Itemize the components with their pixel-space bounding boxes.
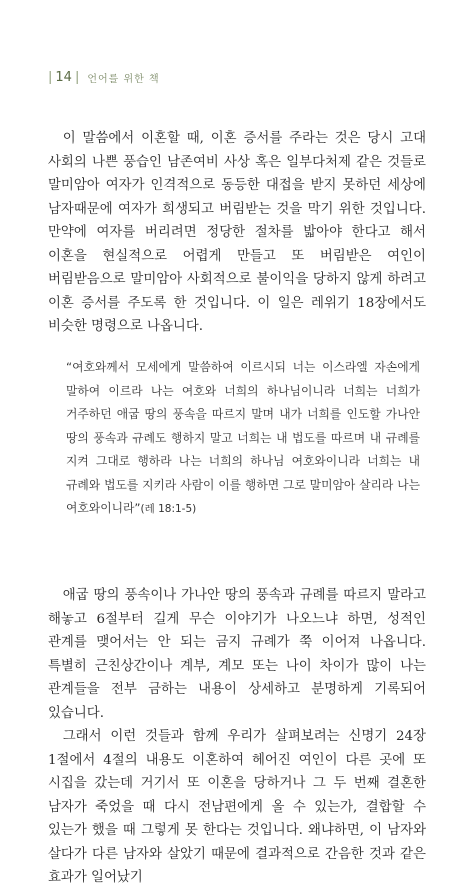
- lower-text-block: [48, 584, 426, 890]
- header-separator-right: |: [74, 70, 80, 85]
- quote-text: “여호와께서 모세에게 말씀하여 이르시되 너는 이스라엘 자손에게 말하여 이르라 나는 여호와 너희의 하나님이니라 너희는 너희가 거주하던 애굽 땅의 풍속을 따르지 말며 내가 너희를 인도할 가나안 땅의 풍속과 규례도 행하지 말고 너희는 내 법도를 따르며 내 규례를 지켜 그대로 행하라 나는 너희의 하나님 여호와이니라 너희는 내 규례와 법도를 지키라 사람이 이를 행하면 그로 말미암아 살리라 나는 여호와이니라”: [66, 360, 420, 515]
- book-title: 언어를 위한 책: [87, 74, 160, 85]
- paragraph-1: 이 말씀에서 이혼할 때, 이혼 증서를 주라는 것은 당시 고대 사회의 나쁜 풍습인 남존여비 사상 혹은 일부다처제 같은 것들로 말미암아 여자가 인격적으로 동등한 대접을 받지 못하던 세상에 남자때문에 여자가 희생되고 버림받는 것을 막기 위한 것입니다. 만약에 여자를 버리려면 정당한 절차를 밟아야 한다고 해서 이혼을 현실적으로 어렵게 만들고 또 버림받은 여인이 버림받음으로 말미암아 사회적으로 불이익을 당하지 않게 하려고 이혼 증서를 주도록 한 것입니다. 이 일은 레위기 18장에서도 비슷한 명령으로 나옵니다.: [48, 131, 426, 334]
- scripture-quote: [66, 356, 420, 522]
- page-number: 14: [55, 70, 72, 85]
- running-header: [48, 70, 160, 85]
- header-separator-left: |: [48, 70, 53, 85]
- quote-citation: (레 18:1-5): [140, 503, 197, 515]
- paragraph-2: 애굽 땅의 풍속이나 가나안 땅의 풍속과 규례를 따르지 말라고 해놓고 6절부터 길게 무슨 이야기가 나오느냐 하면, 성적인 관계를 맺어서는 안 되는 금지 규례가 쭉 이어져 나옵니다. 특별히 근친상간이나 계부, 계모 또는 나이 차이가 많이 나는 관계들을 전부 금하는 내용이 상세하고 분명하게 기록되어 있습니다.: [48, 588, 426, 721]
- paragraph-3: 그래서 이런 것들과 함께 우리가 살펴보려는 신명기 24장 1절에서 4절의 내용도 이혼하여 헤어진 여인이 다른 곳에 또 시집을 갔는데 거기서 또 이혼을 당하거나 그 두 번째 결혼한 남자가 죽었을 때 다시 전남편에게 올 수 있는가, 결합할 수 있는가 했을 때 그렇게 못 한다는 것입니다. 왜냐하면, 이 남자와 살다가 다른 남자와 살았기 때문에 결과적으로 간음한 것과 같은 효과가 일어났기: [48, 729, 426, 885]
- paragraph-1-block: [48, 127, 426, 339]
